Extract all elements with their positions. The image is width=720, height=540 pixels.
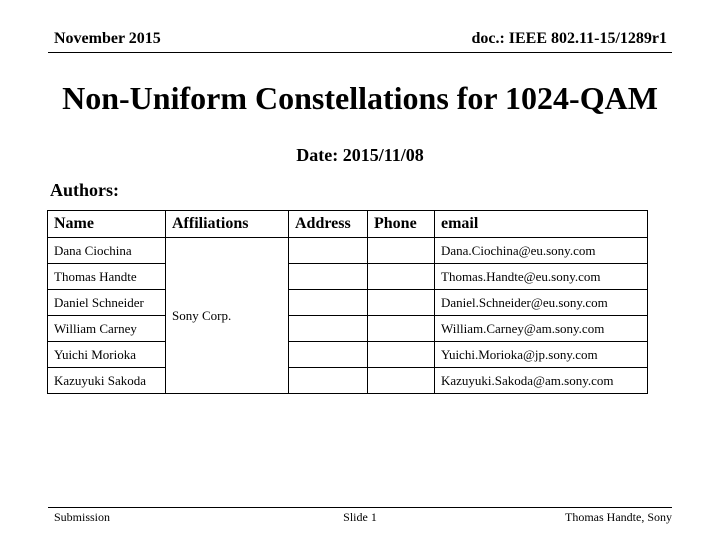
author-name: Yuichi Morioka: [48, 342, 166, 368]
column-header-address: Address: [289, 211, 368, 238]
table-row: [48, 316, 648, 342]
author-email: William.Carney@am.sony.com: [435, 316, 648, 342]
author-name: Dana Ciochina: [48, 238, 166, 264]
column-header-affiliations: Affiliations: [166, 211, 289, 238]
table-row: [48, 290, 648, 316]
author-email: Daniel.Schneider@eu.sony.com: [435, 290, 648, 316]
author-affiliation: Sony Corp.: [166, 238, 289, 394]
author-phone: [368, 264, 435, 290]
footer-submission: Submission: [54, 510, 111, 524]
author-phone: [368, 290, 435, 316]
author-phone: [368, 368, 435, 394]
authors-label: Authors:: [50, 180, 120, 200]
author-email: Yuichi.Morioka@jp.sony.com: [435, 342, 648, 368]
table-row: [48, 342, 648, 368]
header-date: November 2015: [54, 30, 161, 47]
author-name: Kazuyuki Sakoda: [48, 368, 166, 394]
table-row: [48, 264, 648, 290]
author-address: [289, 368, 368, 394]
author-address: [289, 316, 368, 342]
author-address: [289, 238, 368, 264]
column-header-email: email: [435, 211, 648, 238]
table-row: [48, 368, 648, 394]
date-line: Date: 2015/11/08: [296, 145, 424, 165]
author-phone: [368, 342, 435, 368]
table-row: [48, 238, 648, 264]
footer-slide-number: Slide 1: [343, 510, 377, 524]
footer-author: Thomas Handte, Sony: [565, 510, 672, 524]
slide-title: Non-Uniform Constellations for 1024-QAM: [62, 80, 658, 116]
header-doc-id: doc.: IEEE 802.11-15/1289r1: [471, 30, 667, 47]
author-email: Kazuyuki.Sakoda@am.sony.com: [435, 368, 648, 394]
footer-divider: [48, 507, 672, 508]
author-name: William Carney: [48, 316, 166, 342]
author-phone: [368, 238, 435, 264]
column-header-name: Name: [48, 211, 166, 238]
author-address: [289, 290, 368, 316]
author-address: [289, 264, 368, 290]
authors-table: [47, 210, 648, 394]
author-address: [289, 342, 368, 368]
author-phone: [368, 316, 435, 342]
author-name: Daniel Schneider: [48, 290, 166, 316]
header-divider: [48, 52, 672, 53]
column-header-phone: Phone: [368, 211, 435, 238]
author-email: Dana.Ciochina@eu.sony.com: [435, 238, 648, 264]
author-email: Thomas.Handte@eu.sony.com: [435, 264, 648, 290]
table-header-row: [48, 211, 648, 238]
author-name: Thomas Handte: [48, 264, 166, 290]
